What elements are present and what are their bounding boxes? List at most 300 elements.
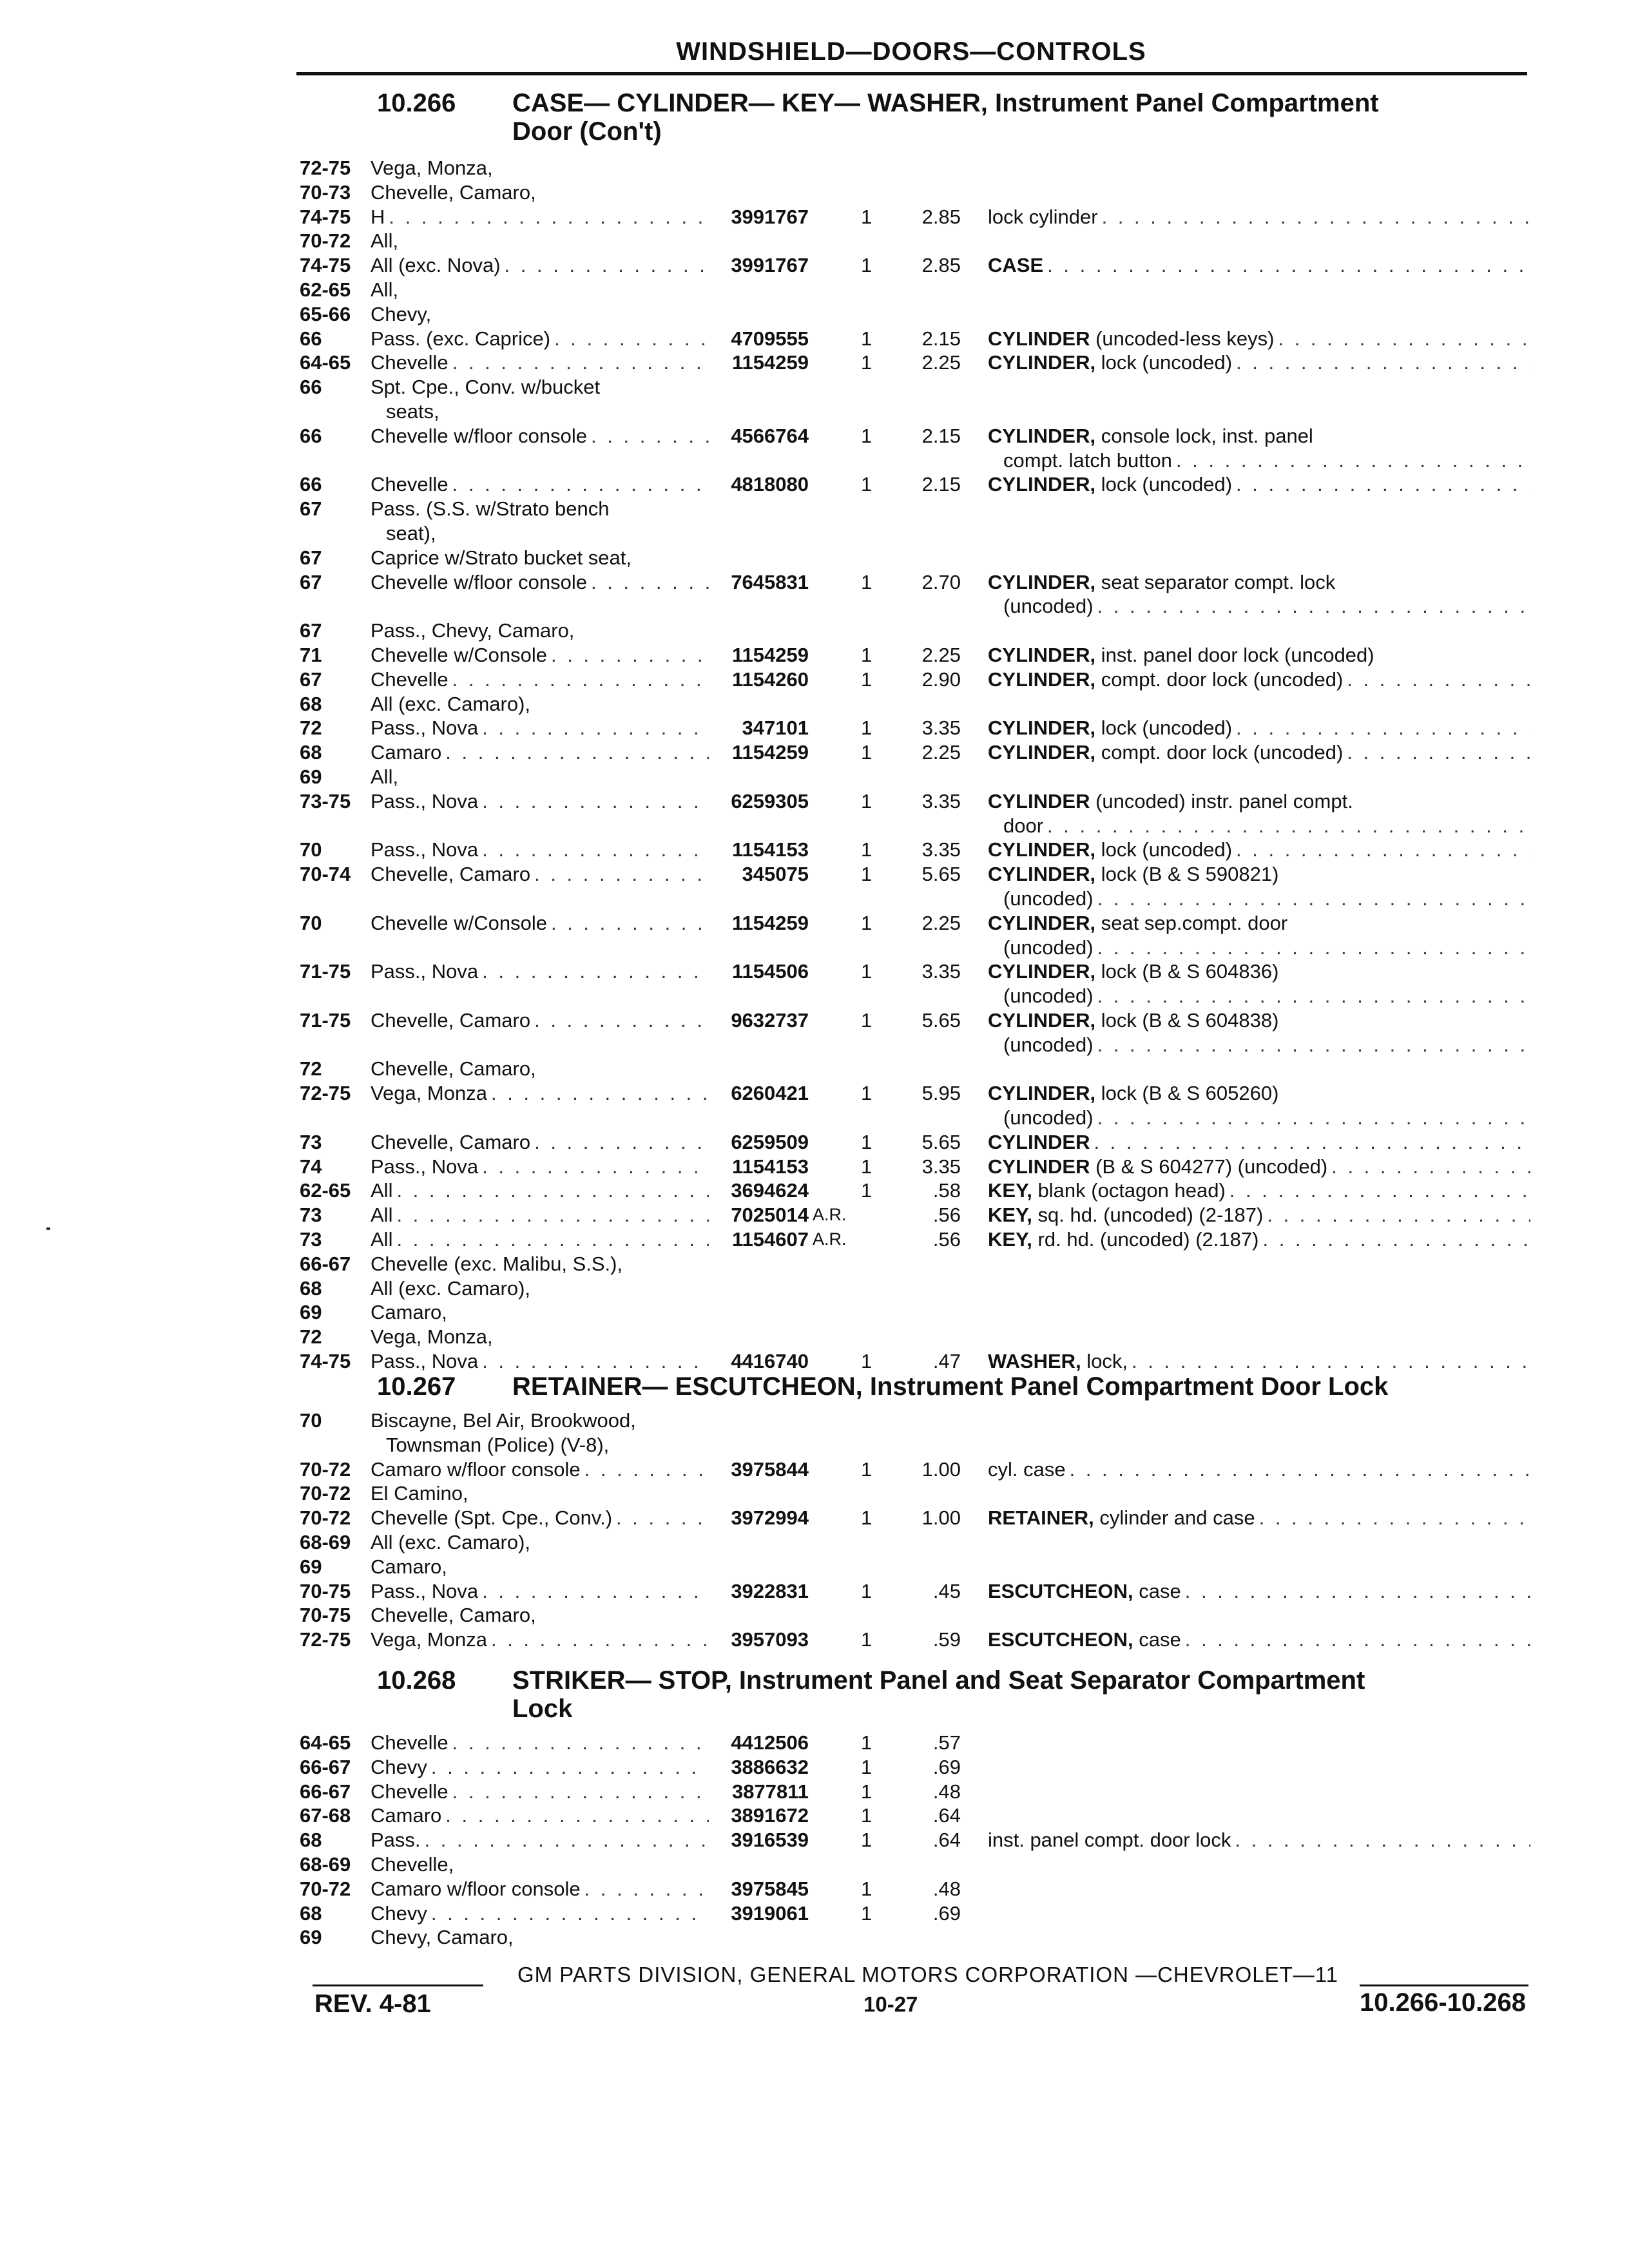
description-cell (961, 351, 1530, 374)
description-cell (961, 668, 1530, 691)
model-text: Chevelle (371, 351, 448, 374)
table-row (300, 1628, 1530, 1652)
model-cell (371, 1433, 709, 1457)
model-text: Caprice w/Strato bucket seat, (371, 546, 631, 569)
model-cell (371, 205, 709, 229)
year-range: 68-69 (300, 1530, 351, 1553)
model-cell (371, 1408, 709, 1432)
model-cell (371, 1579, 709, 1603)
description-detail: door (1003, 814, 1044, 837)
table-row (300, 643, 1530, 668)
model-text: All, (371, 765, 399, 788)
quantity: 1 (861, 1901, 872, 1925)
year-range: 72-75 (300, 1628, 351, 1651)
year-range: 66-67 (300, 1755, 351, 1778)
model-cell (371, 1081, 709, 1105)
description-cell (961, 716, 1530, 740)
table-row (300, 1433, 1530, 1457)
part-number: 3991767 (731, 254, 809, 277)
year-range: 66 (300, 376, 322, 399)
model-text: Chevy (371, 1755, 427, 1778)
quantity: 1 (861, 960, 872, 983)
description-cell (961, 936, 1530, 959)
description-detail: lock (uncoded) (1095, 716, 1233, 740)
year-range: 71 (300, 643, 322, 666)
description-detail: (uncoded) (1003, 595, 1094, 618)
model-text: seat), (386, 521, 436, 544)
section-10-268 (300, 1666, 1530, 1950)
model-text: Pass. (exc. Caprice) (371, 327, 551, 350)
part-number: 3886632 (731, 1755, 809, 1778)
table-row (300, 740, 1530, 765)
leader-dots (1263, 1203, 1530, 1227)
model-text: Chevelle, Camaro, (371, 180, 536, 204)
description-cell (961, 740, 1530, 764)
model-text: All (exc. Nova) (371, 254, 501, 277)
year-range: 70-72 (300, 1482, 351, 1505)
leader-dots (587, 570, 709, 594)
description-text (988, 936, 1094, 959)
description-keyword: CYLINDER (988, 1155, 1090, 1178)
table-row (300, 1203, 1530, 1227)
table-row (300, 765, 1530, 789)
leader-dots (530, 862, 709, 886)
section-heading (377, 1666, 1530, 1723)
part-number: 1154153 (732, 1155, 809, 1178)
year-range: 66-67 (300, 1252, 351, 1275)
price: 2.25 (921, 643, 961, 666)
description-text (988, 1130, 1090, 1154)
parts-table (300, 1408, 1530, 1652)
table-row (300, 424, 1530, 448)
part-number: 3922831 (731, 1579, 809, 1602)
part-number: 1154259 (732, 911, 809, 934)
model-text: Pass., Nova (371, 716, 479, 740)
description-cell (961, 1178, 1530, 1202)
price: 2.15 (921, 473, 961, 496)
year-range: 68 (300, 1276, 322, 1300)
footer-publisher: GM PARTS DIVISION, GENERAL MOTORS CORPORATION —CHEVROLET—11 (517, 1963, 1339, 1986)
leader-dots (1172, 448, 1530, 472)
quantity: 1 (861, 1731, 872, 1754)
price: .45 (932, 1579, 961, 1602)
table-row (300, 180, 1530, 205)
part-number: 1154260 (732, 668, 809, 691)
model-text: Chevelle, Camaro (371, 1130, 531, 1153)
model-text: Chevelle, Camaro (371, 863, 531, 886)
price: 3.35 (921, 789, 961, 812)
model-cell (371, 643, 709, 667)
part-number: 1154259 (732, 643, 809, 666)
leader-dots (1232, 351, 1530, 374)
description-text (988, 327, 1274, 351)
part-number: 9632737 (731, 1008, 809, 1032)
model-cell (371, 278, 709, 302)
year-range: 68 (300, 1901, 322, 1925)
description-keyword: CYLINDER, (988, 643, 1096, 666)
model-text: Chevy, Camaro, (371, 1926, 514, 1949)
leader-dots (478, 1579, 709, 1603)
description-keyword: CYLINDER (988, 789, 1090, 812)
year-range: 72-75 (300, 157, 351, 179)
year-range: 68 (300, 692, 322, 715)
table-row (300, 619, 1530, 643)
leader-dots (1098, 205, 1530, 229)
table-row (300, 692, 1530, 716)
model-text: Vega, Monza (371, 1628, 487, 1651)
leader-dots (587, 424, 709, 448)
footer-page-number: 10-27 (863, 1992, 918, 2016)
model-text: Chevelle w/Console (371, 643, 547, 666)
year-range: 68 (300, 1829, 322, 1852)
description-text (988, 1033, 1094, 1057)
model-cell (371, 156, 709, 180)
description-keyword: CYLINDER, (988, 741, 1096, 764)
model-text: Pass., Nova (371, 789, 479, 812)
model-text: Pass., Nova (371, 960, 479, 983)
description-text (988, 643, 1374, 667)
year-range: 73 (300, 1130, 322, 1153)
table-row (300, 546, 1530, 570)
year-range: 68 (300, 741, 322, 764)
model-text: Pass., Nova (371, 1579, 479, 1602)
leader-dots (1327, 1155, 1530, 1178)
model-text: Chevelle (Spt. Cpe., Conv.) (371, 1506, 613, 1530)
section-title: STRIKER— STOP, Instrument Panel and Seat Separator Compartment (512, 1666, 1365, 1695)
year-range: 71-75 (300, 1008, 351, 1032)
price: 2.15 (921, 424, 961, 447)
price: 3.35 (921, 1155, 961, 1178)
price: .59 (932, 1628, 961, 1651)
price: .47 (932, 1350, 961, 1373)
table-row (300, 1081, 1530, 1106)
section-title-cont: Lock (512, 1695, 573, 1723)
part-number: 3919061 (731, 1901, 809, 1925)
price: 2.85 (921, 254, 961, 277)
description-cell (961, 424, 1530, 448)
description-keyword: ESCUTCHEON, (988, 1579, 1133, 1602)
description-detail: case (1133, 1579, 1181, 1602)
leader-dots (1258, 1227, 1530, 1251)
description-text (988, 351, 1232, 374)
table-row (300, 936, 1530, 960)
section-number: 10.266 (377, 89, 456, 117)
model-cell (371, 1300, 709, 1324)
quantity: 1 (861, 473, 872, 496)
year-range: 65-66 (300, 302, 351, 325)
model-cell (371, 1057, 709, 1081)
table-row (300, 1530, 1530, 1555)
margin-speck (46, 1227, 50, 1230)
model-cell (371, 1481, 709, 1505)
model-cell (371, 229, 709, 253)
leader-dots (1094, 887, 1530, 910)
table-row (300, 302, 1530, 327)
table-row (300, 594, 1530, 619)
model-cell (371, 1349, 709, 1373)
table-row (300, 862, 1530, 887)
table-row (300, 1408, 1530, 1433)
price: 1.00 (921, 1506, 961, 1530)
description-text (988, 1178, 1226, 1202)
model-text: Camaro, (371, 1555, 447, 1578)
description-text (988, 1203, 1263, 1227)
description-text (988, 740, 1343, 764)
description-keyword: CASE (988, 254, 1044, 277)
year-range: 67 (300, 619, 322, 642)
quantity: 1 (861, 789, 872, 812)
model-text: El Camino, (371, 1482, 468, 1505)
part-number: 4416740 (731, 1350, 809, 1373)
description-text (988, 1349, 1128, 1373)
price: 3.35 (921, 960, 961, 983)
model-text: All, (371, 278, 399, 301)
model-text: Chevelle, (371, 1852, 454, 1876)
table-row (300, 1178, 1530, 1203)
description-keyword: CYLINDER, (988, 668, 1096, 691)
year-range: 70-74 (300, 863, 351, 886)
part-number: 1154153 (732, 838, 809, 861)
parts-table (300, 156, 1530, 1374)
price: 5.65 (921, 863, 961, 886)
section-title-cont: Door (Con't) (512, 117, 662, 146)
description-text (988, 1506, 1255, 1530)
table-row (300, 911, 1530, 936)
part-number: 1154259 (732, 351, 809, 374)
model-cell (371, 1325, 709, 1349)
model-cell (371, 546, 709, 570)
description-cell (961, 1506, 1530, 1530)
year-range: 72 (300, 1325, 322, 1349)
leader-dots (448, 351, 709, 374)
footer-rule-left (313, 1984, 483, 1986)
model-cell (371, 1901, 709, 1925)
price: 2.15 (921, 327, 961, 350)
quantity: 1 (861, 1829, 872, 1852)
model-text: Camaro w/floor console (371, 1877, 581, 1900)
leader-dots (1090, 1130, 1530, 1154)
model-cell (371, 424, 709, 448)
year-range: 67-68 (300, 1804, 351, 1827)
footer-rule-right (1360, 1984, 1528, 1986)
description-cell (961, 1628, 1530, 1651)
table-row (300, 205, 1530, 229)
leader-dots (1043, 814, 1530, 838)
leader-dots (1274, 327, 1530, 351)
section-number: 10.268 (377, 1666, 456, 1695)
table-row (300, 1579, 1530, 1604)
table-row (300, 1252, 1530, 1276)
description-cell (961, 594, 1530, 618)
table-row (300, 1555, 1530, 1579)
model-cell (371, 789, 709, 813)
leader-dots (478, 959, 709, 983)
table-row (300, 789, 1530, 814)
quantity: 1 (861, 205, 872, 228)
model-cell (371, 668, 709, 691)
model-text: Pass. (S.S. w/Strato bench (371, 497, 610, 521)
leader-dots (1181, 1579, 1530, 1603)
section-10-267 (300, 1372, 1530, 1652)
model-cell (371, 1506, 709, 1530)
model-text: Camaro (371, 741, 442, 764)
description-text (988, 424, 1313, 448)
model-text: Chevelle, Camaro, (371, 1604, 536, 1627)
description-detail: seat separator compt. lock (1095, 570, 1336, 593)
section-title-block (512, 1372, 1530, 1401)
leader-dots (1128, 1349, 1530, 1373)
part-number: 3694624 (731, 1179, 809, 1202)
year-range: 62-65 (300, 1179, 351, 1202)
description-detail: lock cylinder (988, 205, 1098, 228)
model-text: Chevy (371, 1901, 427, 1925)
model-cell (371, 1628, 709, 1651)
quantity: 1 (861, 863, 872, 886)
year-range: 74-75 (300, 205, 351, 228)
description-detail: (uncoded) (1003, 1106, 1094, 1129)
description-keyword: CYLINDER (988, 1130, 1090, 1153)
table-row (300, 1008, 1530, 1033)
model-text: Vega, Monza, (371, 157, 493, 179)
description-text (988, 1628, 1181, 1651)
table-row (300, 278, 1530, 302)
model-cell (371, 862, 709, 886)
year-range: 67 (300, 546, 322, 569)
price: 2.90 (921, 668, 961, 691)
model-cell (371, 911, 709, 935)
model-cell (371, 619, 709, 642)
leader-dots (448, 668, 709, 691)
year-range: 66 (300, 327, 322, 350)
table-row (300, 1227, 1530, 1252)
leader-dots (1094, 936, 1530, 959)
part-number: 1154607 (732, 1228, 809, 1251)
section-title-block (512, 1666, 1530, 1723)
quantity: 1 (861, 1506, 872, 1530)
model-text: Chevelle, Camaro (371, 1008, 531, 1032)
description-cell (961, 1081, 1530, 1105)
price: .56 (932, 1204, 961, 1227)
leader-dots (487, 1628, 709, 1651)
quantity: 1 (861, 1179, 872, 1202)
model-cell (371, 1925, 709, 1949)
quantity-as-required: A.R. (813, 1229, 847, 1249)
leader-dots (448, 1731, 709, 1754)
footer-revision: REV. 4-81 (314, 1990, 431, 2018)
leader-dots (392, 1178, 709, 1202)
description-cell (961, 472, 1530, 496)
description-cell (961, 1579, 1530, 1603)
quantity: 1 (861, 254, 872, 277)
quantity: 1 (861, 716, 872, 740)
part-number: 4566764 (731, 424, 809, 447)
table-row (300, 1852, 1530, 1877)
leader-dots (1232, 716, 1530, 740)
year-range: 62-65 (300, 278, 351, 301)
description-keyword: CYLINDER, (988, 960, 1096, 983)
description-keyword: CYLINDER, (988, 863, 1096, 886)
model-text: Pass., Nova (371, 1155, 479, 1178)
description-detail: lock (uncoded) (1095, 351, 1233, 374)
description-cell (961, 1106, 1530, 1129)
model-text: Townsman (Police) (V-8), (386, 1433, 610, 1456)
model-cell (371, 1130, 709, 1154)
table-row (300, 1780, 1530, 1804)
part-number: 4412506 (731, 1731, 809, 1754)
year-range: 72-75 (300, 1082, 351, 1105)
table-row (300, 1325, 1530, 1349)
leader-dots (441, 740, 709, 764)
table-row (300, 1901, 1530, 1926)
price: .69 (932, 1755, 961, 1778)
model-cell (371, 1457, 709, 1481)
model-text: Chevelle (371, 473, 448, 496)
price: .64 (932, 1829, 961, 1852)
leader-dots (1232, 838, 1530, 861)
model-cell (371, 1603, 709, 1627)
quantity: 1 (861, 1755, 872, 1778)
year-range: 69 (300, 765, 322, 788)
model-cell (371, 692, 709, 716)
description-cell (961, 643, 1530, 667)
model-text: seats, (386, 399, 439, 423)
description-detail: (uncoded) (1003, 985, 1094, 1008)
year-range: 70-72 (300, 1457, 351, 1481)
quantity-as-required: A.R. (813, 1205, 847, 1225)
description-cell (961, 1349, 1530, 1373)
parts-table (300, 1731, 1530, 1950)
model-text: All (371, 1228, 393, 1251)
model-cell (371, 1252, 709, 1276)
model-text: H (371, 205, 385, 228)
table-row (300, 959, 1530, 984)
quantity: 1 (861, 424, 872, 447)
model-cell (371, 1155, 709, 1178)
table-row (300, 1130, 1530, 1155)
model-cell (371, 1555, 709, 1579)
year-range: 67 (300, 497, 322, 521)
table-row (300, 716, 1530, 740)
year-range: 70-73 (300, 180, 351, 204)
model-cell (371, 521, 709, 545)
description-cell (961, 1130, 1530, 1154)
quantity: 1 (861, 570, 872, 593)
quantity: 1 (861, 838, 872, 861)
description-keyword: CYLINDER, (988, 911, 1096, 934)
description-detail: compt. door lock (uncoded) (1095, 668, 1344, 691)
model-cell (371, 1227, 709, 1251)
description-detail: lock (uncoded) (1095, 473, 1233, 496)
model-text: Chevelle w/floor console (371, 570, 588, 593)
part-number: 3972994 (731, 1506, 809, 1530)
table-row (300, 1755, 1530, 1780)
description-detail: (uncoded) (1003, 936, 1094, 959)
price: 5.65 (921, 1008, 961, 1032)
leader-dots (1094, 594, 1530, 618)
year-range: 67 (300, 570, 322, 593)
year-range: 73 (300, 1204, 322, 1227)
section-title: CASE— CYLINDER— KEY— WASHER, Instrument Panel Compartment (512, 89, 1379, 117)
section-title-block (512, 89, 1530, 146)
part-number: 3991767 (731, 205, 809, 228)
description-detail: lock (B & S 590821) (1095, 863, 1279, 886)
quantity: 1 (861, 351, 872, 374)
leader-dots (478, 1349, 709, 1373)
table-row (300, 399, 1530, 424)
model-text: Pass., Nova (371, 838, 479, 861)
price: .69 (932, 1901, 961, 1925)
table-row (300, 1925, 1530, 1950)
